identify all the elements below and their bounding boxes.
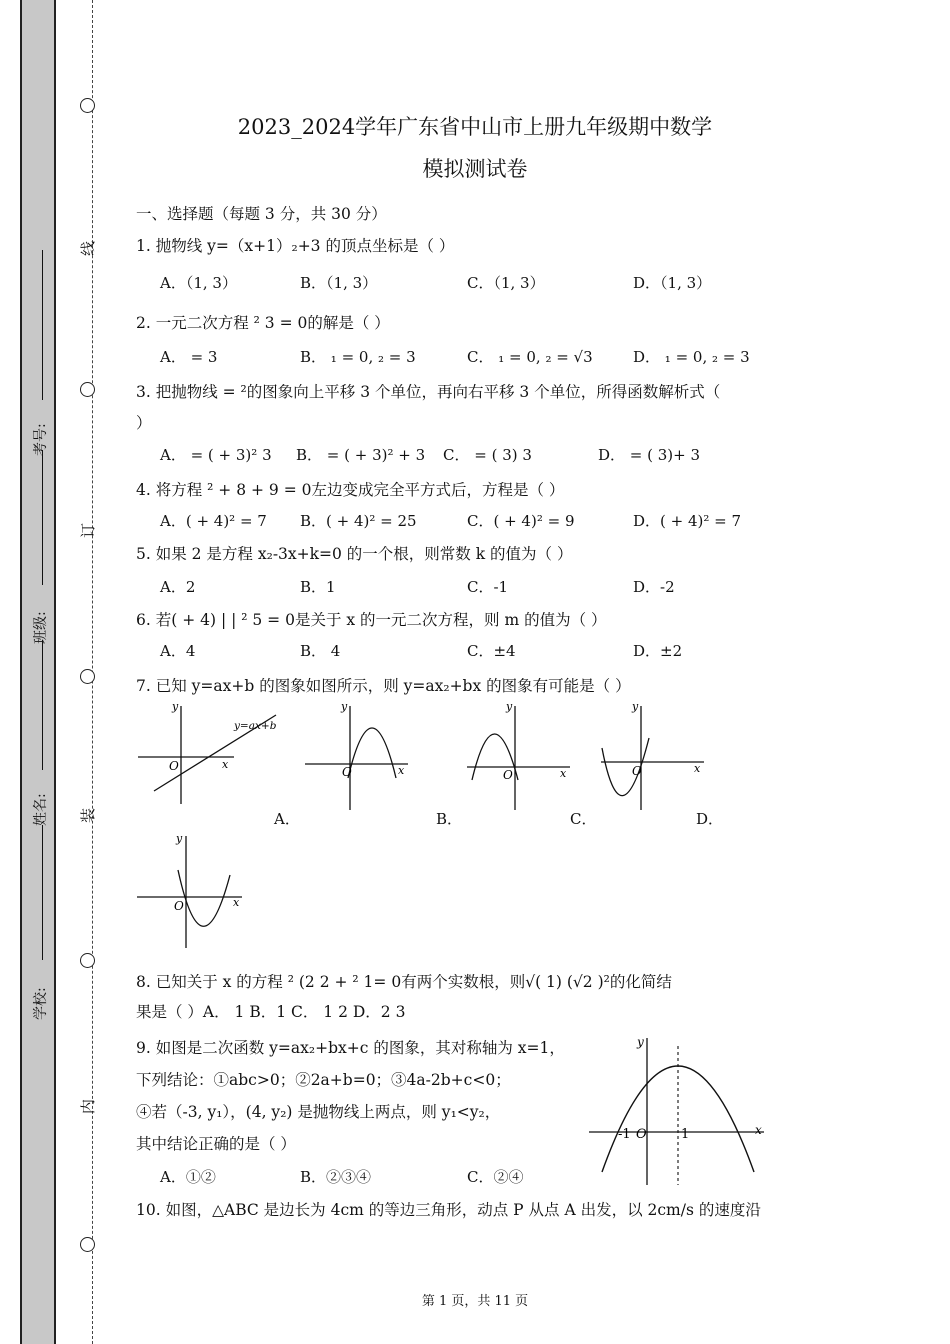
option-a: A． = ( + 3)² 3 [160,446,272,464]
parabola-graph [584,1030,769,1190]
school-label: 学校: [33,987,49,1020]
graph-option-d [134,830,249,950]
exam-number-field[interactable] [42,250,43,400]
svg-text:y: y [341,700,348,713]
question-stem: 5. 如果 2 是方程 x₂-3x+k=0 的一个根，则常数 k 的值为（ ） [136,545,573,563]
name-label: 姓名: [33,793,49,826]
svg-text:y: y [506,700,513,713]
question-stem: 9. 如图是二次函数 y=ax₂+bx+c 的图象，其对称轴为 x=1， [136,1039,565,1057]
graph-option-b [462,698,577,813]
option-d: D． ₁ = 0, ₂ = 3 [633,348,750,366]
binding-hole [80,953,95,968]
class-field[interactable] [42,450,43,585]
binding-hole [80,669,95,684]
tick-neg1: -1 [618,1127,631,1142]
svg-text:x: x [560,767,567,780]
binding-marker: 订 [79,522,98,539]
margin-border-left [20,0,22,1344]
option-c: C．±4 [467,642,516,660]
question-stem: 1. 抛物线 y=（x+1）₂+3 的顶点坐标是（ ） [136,237,455,255]
svg-text:O: O [636,1127,647,1142]
option-a: A．2 [160,578,196,596]
option-a: A． [274,810,300,828]
line-graph [134,698,284,808]
option-c: C． ₁ = 0, ₂ = √3 [467,348,593,366]
class-label: 班级: [33,611,49,644]
binding-margin [20,0,54,1344]
option-a: A．①② [160,1168,216,1186]
binding-hole [80,1237,95,1252]
option-d: D． [696,810,724,828]
page-title: 2023_2024学年广东省中山市上册九年级期中数学 [237,115,713,139]
option-d: D．（1, 3） [633,274,712,292]
option-d: D．±2 [633,642,683,660]
question-stem-cont: ④若（-3, y₁），(4, y₂) 是抛物线上两点，则 y₁<y₂， [136,1103,501,1121]
option-c: C．（1, 3） [467,274,545,292]
page-footer: 第 1 页，共 11 页 [421,1294,529,1309]
question-stem: 7. 已知 y=ax+b 的图象如图所示，则 y=ax₂+bx 的图象有可能是（ ） [136,677,631,695]
option-d: D．( + 4)² = 7 [633,512,742,530]
option-b: B．1 [300,578,336,596]
binding-marker: 线 [79,240,98,257]
question-stem: 4. 将方程 ² + 8 + 9 = 0左边变成完全平方式后，方程是（ ） [136,481,565,499]
exam-number-label: 考号: [33,423,49,456]
option-b: B．②③④ [300,1168,372,1186]
line-label: y=ax+b [234,720,277,732]
option-b: B．（1, 3） [300,274,378,292]
question-stem-cont: 其中结论正确的是（ ） [136,1135,296,1153]
question-stem: 3. 把抛物线 = ²的图象向上平移 3 个单位，再向右平移 3 个单位，所得函数解析式（ [136,383,721,401]
school-field[interactable] [42,825,43,960]
question-stem: 6. 若( + 4) | | ² 5 = 0是关于 x 的一元二次方程，则 m 的值为（ ） [136,611,607,629]
option-a: A．( + 4)² = 7 [160,512,267,530]
option-c: C． = ( 3) 3 [443,446,532,464]
graph-option-c [596,698,711,813]
option-c: C．( + 4)² = 9 [467,512,575,530]
svg-text:x: x [755,1123,762,1137]
option-b: B． [436,810,463,828]
section-heading: 一、选择题（每题 3 分，共 30 分） [136,205,387,223]
tick-1: 1 [681,1127,690,1142]
svg-text:y: y [176,832,183,845]
svg-text:y: y [637,1035,644,1049]
axis-y-label: y [172,700,179,713]
svg-text:O: O [503,768,513,782]
option-a: A．（1, 3） [160,274,237,292]
option-c: C．-1 [467,578,509,596]
option-c: C．②④ [467,1168,524,1186]
graph-option-a [300,698,415,813]
svg-text:O: O [174,899,184,913]
binding-marker: 装 [79,807,98,824]
svg-text:O: O [342,765,352,779]
question-stem: 2. 一元二次方程 ² 3 = 0的解是（ ） [136,314,390,332]
question-stem-cont: 下列结论：①abc>0；②2a+b=0；③4a-2b+c<0； [136,1071,511,1089]
binding-marker: 内 [79,1098,98,1115]
option-d: D． = ( 3)+ 3 [598,446,701,464]
option-c: C． [570,810,597,828]
name-field[interactable] [42,640,43,770]
question-stem-cont: 果是（ ）A． 1 B．1 C． 1 2 D．2 3 [136,1003,406,1021]
option-d: D．-2 [633,578,675,596]
svg-text:y: y [632,700,639,713]
svg-text:O: O [632,764,642,778]
svg-text:x: x [398,764,405,777]
question-stem: 10. 如图，△ABC 是边长为 4cm 的等边三角形，动点 P 从点 A 出发，以 2cm/s 的速度沿 [136,1201,761,1219]
svg-text:x: x [694,762,701,775]
margin-border-right [54,0,56,1344]
binding-hole [80,382,95,397]
origin-label: O [169,759,179,773]
question-stem: 8. 已知关于 x 的方程 ² (2 2 + ² 1= 0有两个实数根，则√( 1) (√2 )²的化简结 [136,973,672,991]
option-b: B． ₁ = 0, ₂ = 3 [300,348,416,366]
option-a: A． = 3 [160,348,218,366]
option-b: B．( + 4)² = 25 [300,512,417,530]
question-stem-cont: ） [136,414,152,432]
axis-x-label: x [222,758,229,771]
page-subtitle: 模拟测试卷 [422,157,528,181]
option-a: A．4 [160,642,196,660]
svg-text:x: x [233,896,240,909]
option-b: B． = ( + 3)² + 3 [296,446,426,464]
option-b: B． 4 [300,642,341,660]
